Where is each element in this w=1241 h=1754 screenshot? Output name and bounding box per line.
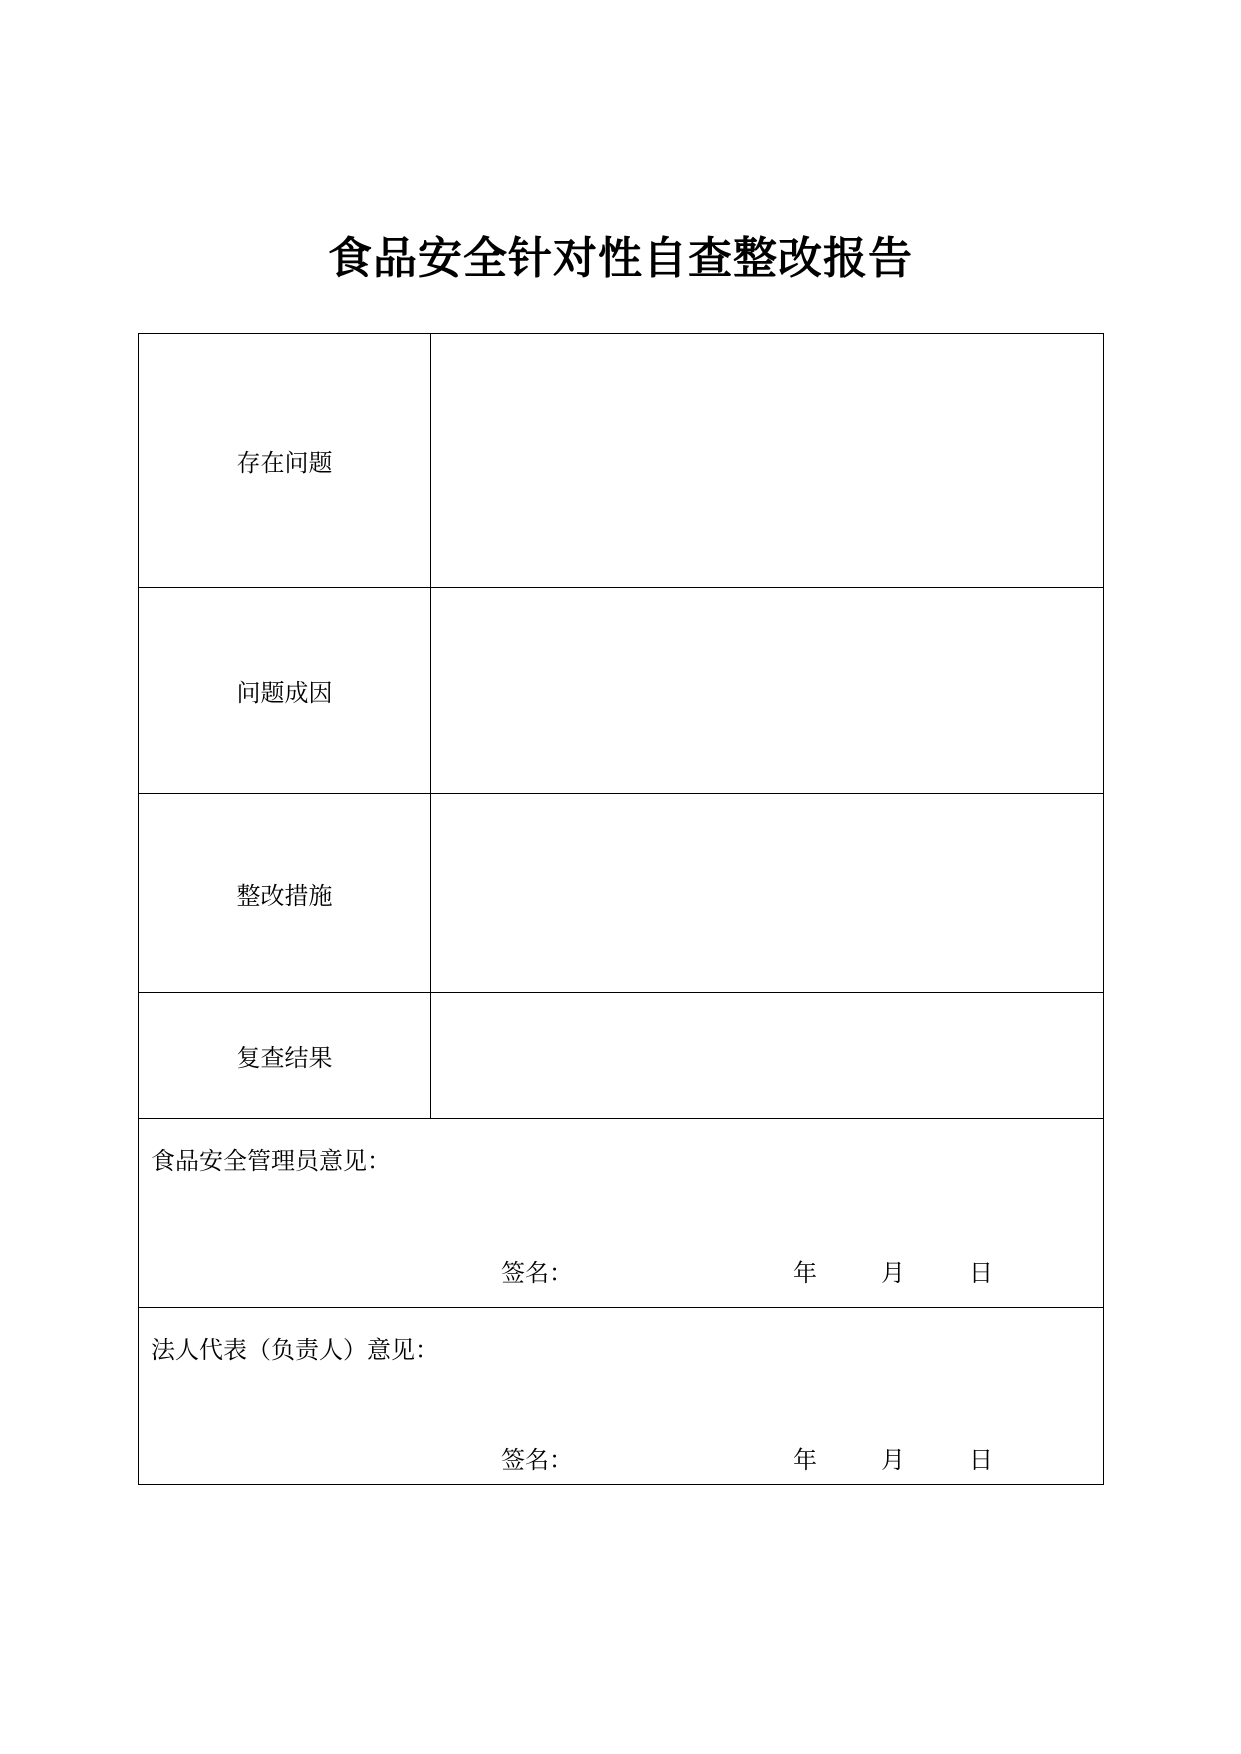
legal-rep-date-month: 月 [881,1446,905,1474]
manager-signature-label: 签名： [501,1259,573,1287]
report-form [138,333,1104,1485]
row-rectification-measures [139,793,1103,992]
row-label-existing-problems: 存在问题 [139,334,431,587]
row-review-results [139,992,1103,1118]
row-label-review-results: 复查结果 [139,993,431,1118]
legal-rep-opinion-label: 法人代表（负责人）意见： [151,1336,439,1364]
review-results-field[interactable] [431,993,1103,1118]
existing-problems-field[interactable] [431,334,1103,587]
row-label-problem-causes: 问题成因 [139,588,431,793]
legal-rep-opinion-section [139,1307,1103,1486]
manager-opinion-label: 食品安全管理员意见： [151,1147,391,1175]
document-title: 食品安全针对性自查整改报告 [328,233,913,284]
manager-date-day: 日 [969,1259,993,1287]
rectification-measures-field[interactable] [431,794,1103,992]
problem-causes-field[interactable] [431,588,1103,793]
legal-rep-date-day: 日 [969,1446,993,1474]
legal-rep-signature-label: 签名： [501,1446,573,1474]
row-existing-problems [139,334,1103,587]
row-problem-causes [139,587,1103,793]
manager-date-month: 月 [881,1259,905,1287]
legal-rep-date-year: 年 [793,1446,817,1474]
manager-date-year: 年 [793,1259,817,1287]
manager-opinion-section [139,1118,1103,1307]
row-label-rectification-measures: 整改措施 [139,794,431,992]
